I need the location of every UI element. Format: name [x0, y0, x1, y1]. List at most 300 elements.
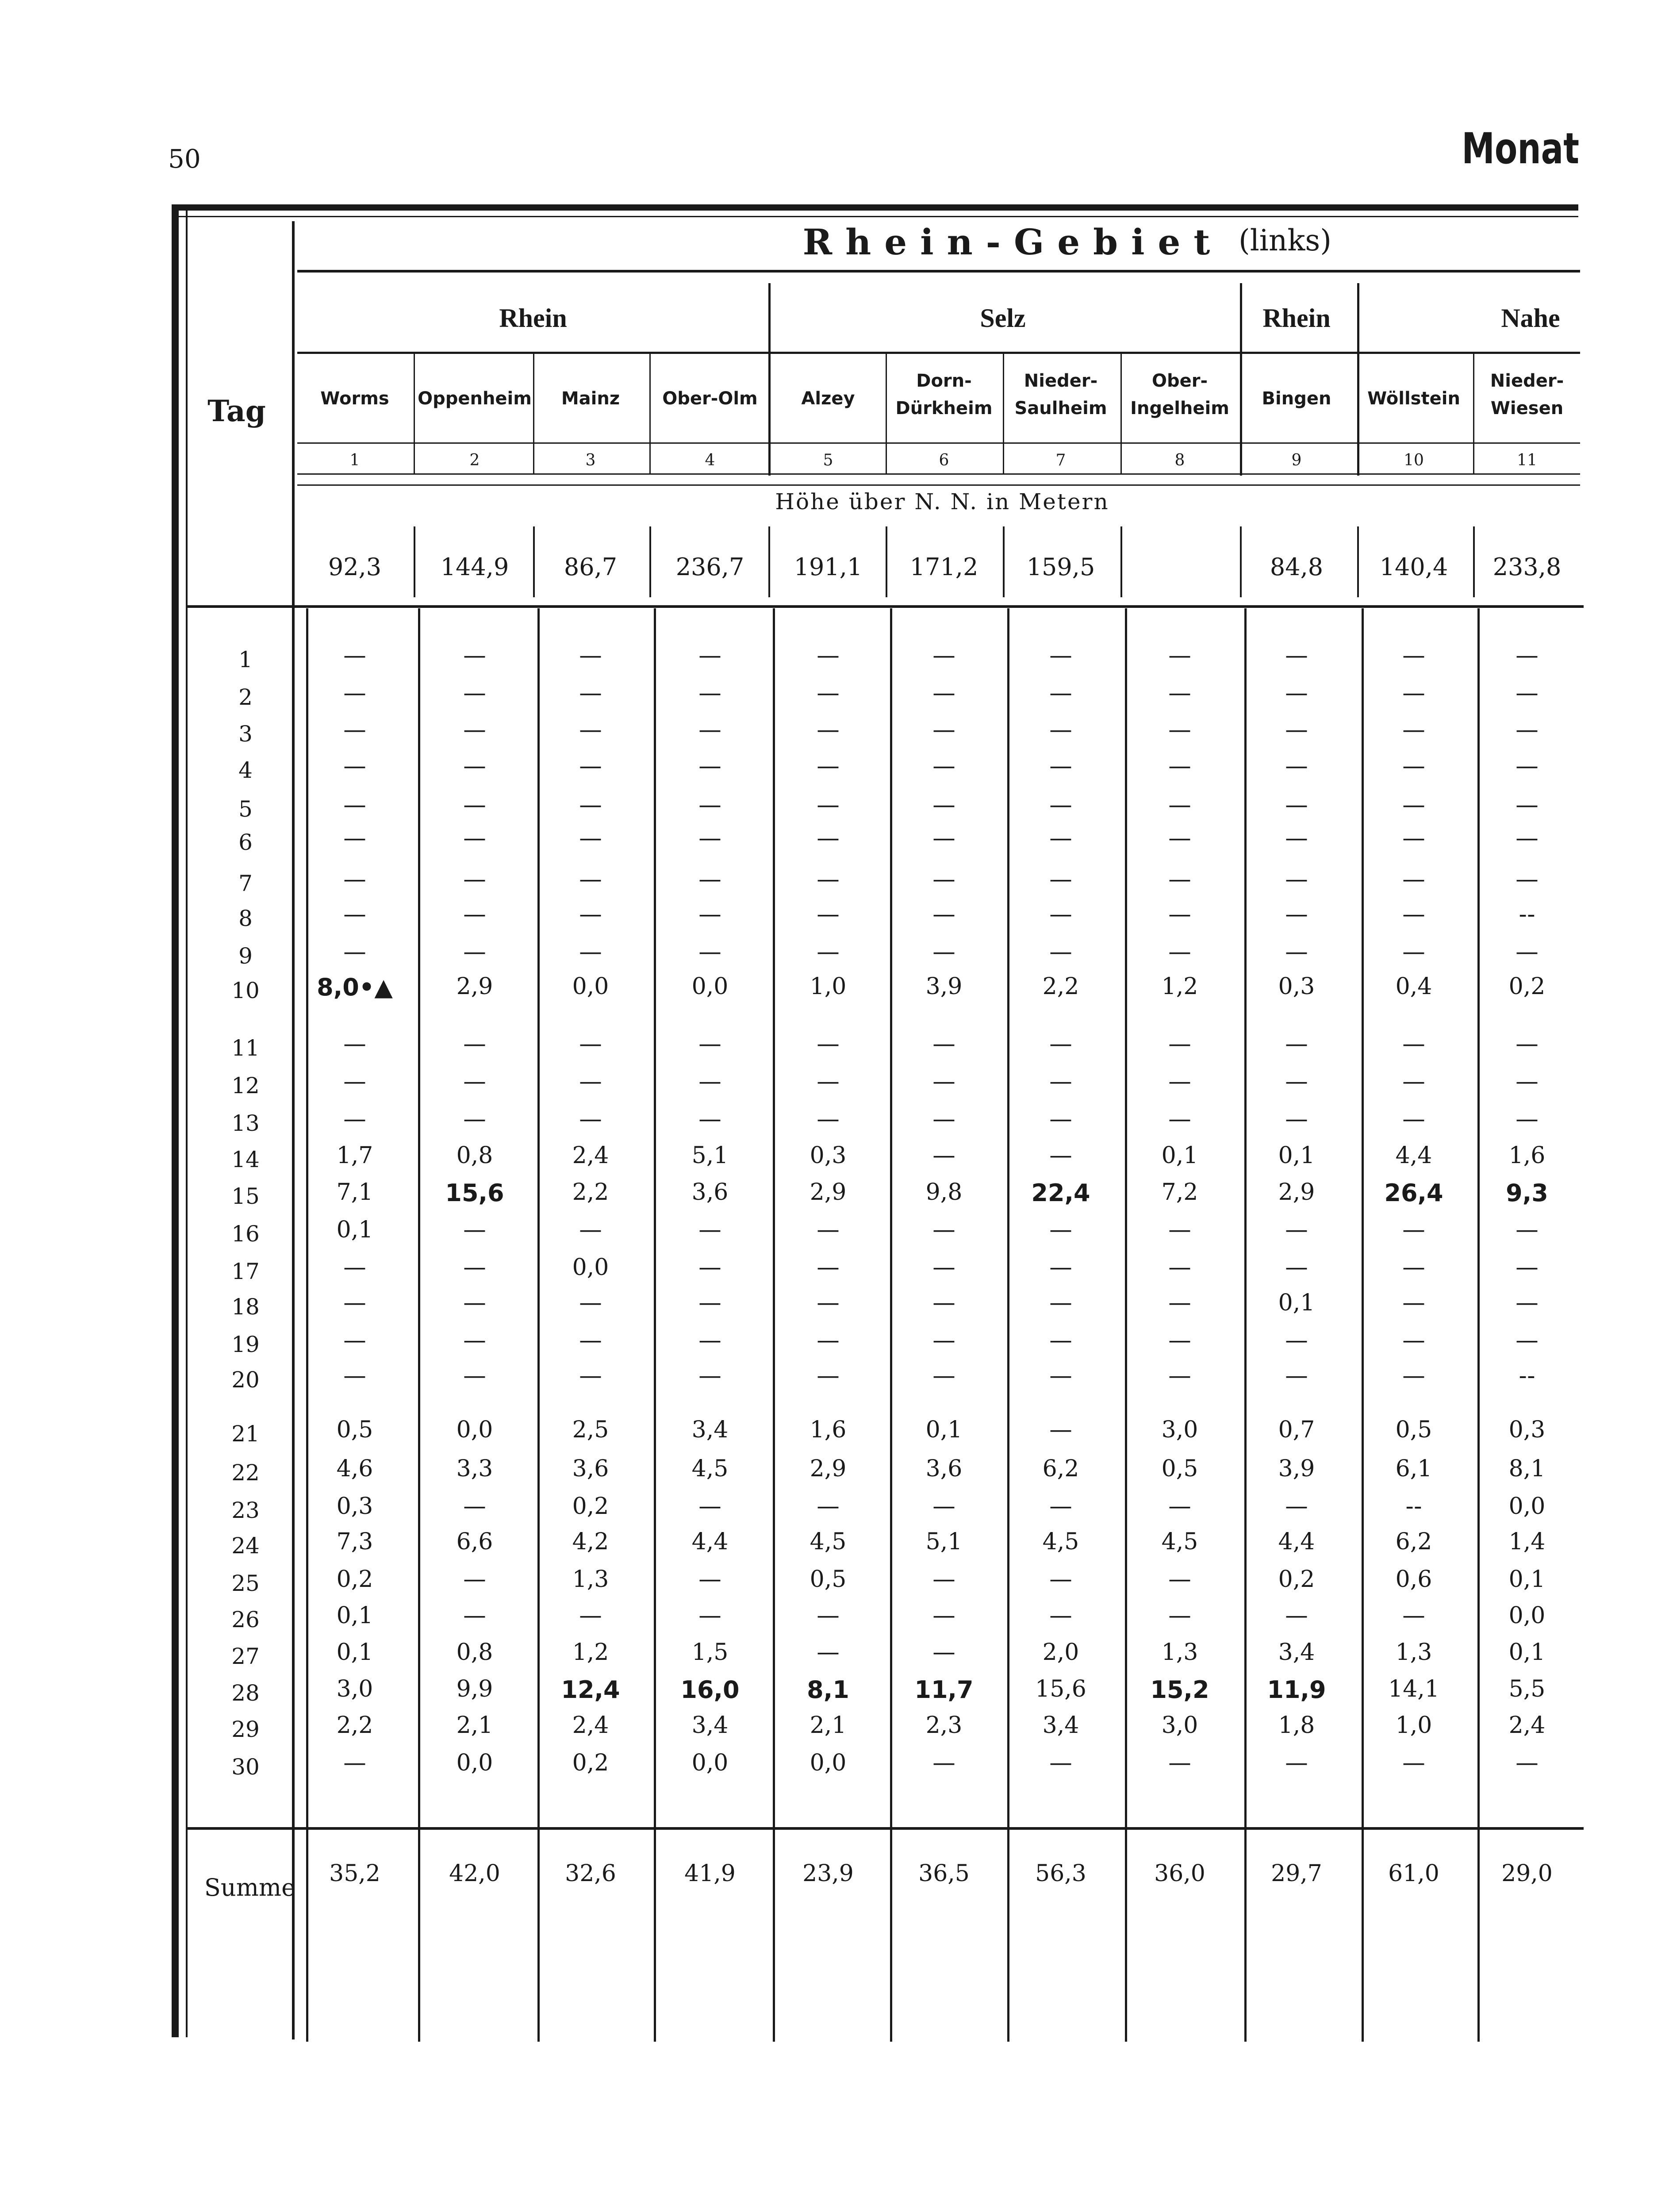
rain-value: —	[463, 1254, 486, 1281]
rain-value: —	[463, 1031, 486, 1057]
rain-value: —	[1049, 792, 1072, 818]
rain-value: 2,9	[1278, 1179, 1315, 1206]
elevation-separator	[1240, 526, 1242, 597]
body-column-separator	[890, 608, 892, 2042]
column-separator	[1120, 354, 1122, 473]
rain-value: —	[343, 1750, 366, 1776]
rain-value: —	[1049, 1254, 1072, 1281]
rain-value: —	[463, 753, 486, 780]
rain-value: —	[343, 680, 366, 707]
rain-value: 2,4	[572, 1142, 609, 1169]
rain-value: —	[932, 1106, 955, 1133]
frame-left-rule-thin	[186, 210, 188, 2037]
rain-value: —	[463, 825, 486, 852]
rain-value: —	[1402, 680, 1425, 707]
station-elevation: 159,5	[1026, 553, 1095, 581]
rain-value: 4,5	[691, 1455, 729, 1482]
rain-value: —	[1285, 642, 1308, 669]
rain-value: 0,0	[810, 1750, 847, 1776]
station-name: Bingen	[1262, 388, 1331, 409]
body-column-separator	[1477, 608, 1480, 2042]
rain-value: —	[1049, 1417, 1072, 1443]
rain-value: 0,2	[572, 1493, 609, 1520]
rain-value: —	[1285, 717, 1308, 743]
rain-value: 0,8	[456, 1142, 493, 1169]
rain-value: —	[817, 1068, 840, 1095]
rain-value: —	[1168, 680, 1191, 707]
elevation-separator	[414, 526, 415, 597]
day-number: 4	[238, 757, 253, 783]
rain-value: —	[698, 792, 721, 818]
elevation-separator	[533, 526, 535, 597]
rain-value: —	[1049, 1290, 1072, 1316]
rain-value: —	[1049, 1031, 1072, 1057]
rain-value: —	[932, 1290, 955, 1316]
column-separator	[768, 354, 770, 473]
rain-value: —	[1168, 901, 1191, 928]
rain-value: —	[463, 1566, 486, 1593]
rain-value: 7,2	[1161, 1179, 1198, 1206]
day-number: 26	[231, 1607, 260, 1632]
rain-value: —	[579, 1031, 602, 1057]
rain-value: 3,3	[456, 1455, 493, 1482]
rain-value: —	[1049, 1566, 1072, 1593]
page-number: 50	[168, 144, 201, 174]
rain-value: —	[1168, 1068, 1191, 1095]
region-note: (links)	[1238, 223, 1332, 257]
rain-value: —	[1285, 1254, 1308, 1281]
column-separator	[1240, 354, 1241, 473]
rain-value: 2,2	[572, 1179, 609, 1206]
rain-value: —	[1402, 825, 1425, 852]
rain-value: —	[1402, 1290, 1425, 1316]
rain-value: 4,5	[1161, 1528, 1198, 1555]
day-number: 20	[231, 1367, 260, 1393]
rain-value: 6,1	[1395, 1455, 1432, 1482]
body-column-separator	[1125, 608, 1127, 2042]
rain-value: —	[463, 1363, 486, 1389]
rain-value: —	[1402, 1602, 1425, 1629]
rain-value: —	[343, 1068, 366, 1095]
rain-value: 0,3	[810, 1142, 847, 1169]
rain-value: —	[343, 901, 366, 928]
rain-value: —	[1049, 1068, 1072, 1095]
rain-value: —	[698, 825, 721, 852]
river-group-rhein: Rhein	[499, 303, 567, 333]
rain-value: 2,1	[456, 1712, 493, 1739]
sum-value: 35,2	[329, 1860, 380, 1887]
rain-value: 11,9	[1267, 1676, 1326, 1704]
station-elevation: 236,7	[675, 553, 744, 581]
rain-value: —	[817, 1639, 840, 1666]
day-number: 8	[238, 906, 253, 931]
rain-value: —	[1168, 792, 1191, 818]
day-number: 10	[231, 978, 260, 1003]
rain-value: —	[1402, 1254, 1425, 1281]
rain-value: —	[1049, 680, 1072, 707]
rain-value: —	[1049, 1363, 1072, 1389]
rain-value: —	[463, 901, 486, 928]
day-number: 19	[231, 1332, 260, 1357]
rain-value: —	[463, 1106, 486, 1133]
station-number: 5	[823, 451, 833, 469]
rain-value: —	[1168, 825, 1191, 852]
rain-value: 0,5	[810, 1566, 847, 1593]
rain-value: —	[1516, 642, 1539, 669]
rain-value: —	[817, 866, 840, 893]
rain-value: —	[1285, 1106, 1308, 1133]
elevation-separator	[768, 526, 770, 597]
rain-value: 2,4	[1508, 1712, 1546, 1739]
rain-value: 0,0	[1508, 1602, 1546, 1629]
day-number: 9	[238, 943, 253, 969]
rain-value: —	[1516, 1031, 1539, 1057]
rain-value: —	[343, 753, 366, 780]
rain-value: 2,9	[456, 973, 493, 1000]
station-elevation: 171,2	[909, 553, 978, 581]
rain-value: —	[1168, 1363, 1191, 1389]
rain-value: 2,9	[810, 1455, 847, 1482]
rain-value: —	[698, 1566, 721, 1593]
rain-value: —	[817, 939, 840, 965]
rain-value: —	[463, 939, 486, 965]
rain-value: —	[817, 792, 840, 818]
rain-value: —	[1168, 1290, 1191, 1316]
rain-value: —	[579, 753, 602, 780]
day-number: 16	[231, 1221, 260, 1247]
rain-value: —	[579, 1068, 602, 1095]
sum-value: 23,9	[802, 1860, 854, 1887]
elevation-separator	[886, 526, 887, 597]
rain-value: —	[463, 1327, 486, 1354]
rain-value: —	[1049, 939, 1072, 965]
rain-value: —	[579, 939, 602, 965]
rain-value: —	[343, 1327, 366, 1354]
rain-value: 4,6	[336, 1455, 373, 1482]
rain-value: —	[1516, 866, 1539, 893]
rain-value: —	[1516, 825, 1539, 852]
rain-value: —	[1049, 717, 1072, 743]
station-name: Oppenheim	[418, 388, 532, 409]
rain-value: —	[932, 1327, 955, 1354]
rain-value: —	[817, 1602, 840, 1629]
station-elevation: 233,8	[1493, 553, 1562, 581]
rain-value: 0,8	[456, 1639, 493, 1666]
rain-value: —	[1285, 901, 1308, 928]
body-column-separator	[306, 608, 308, 2042]
day-number: 21	[231, 1421, 260, 1447]
rain-value: —	[698, 642, 721, 669]
rain-value: —	[579, 901, 602, 928]
day-number: 12	[231, 1073, 260, 1098]
rain-value: —	[463, 792, 486, 818]
rain-value: 12,4	[561, 1676, 620, 1704]
rain-value: —	[932, 717, 955, 743]
day-number: 7	[238, 871, 253, 896]
rain-value: 0,5	[1161, 1455, 1198, 1482]
rain-value: 9,8	[925, 1179, 963, 1206]
rain-value: 3,0	[1161, 1712, 1198, 1739]
elevation-separator	[649, 526, 651, 597]
rain-value: —	[1049, 825, 1072, 852]
day-number: 24	[231, 1533, 260, 1559]
sum-value: 56,3	[1035, 1860, 1086, 1887]
day-number: 22	[231, 1460, 260, 1486]
rain-value: —	[343, 1363, 366, 1389]
column-separator	[414, 354, 415, 473]
day-number: 28	[231, 1680, 260, 1706]
body-column-separator	[418, 608, 420, 2042]
rain-value: —	[698, 717, 721, 743]
rain-value: —	[817, 1217, 840, 1243]
rain-value: —	[698, 866, 721, 893]
rain-value: —	[343, 1106, 366, 1133]
frame-left-rule	[172, 210, 179, 2037]
rain-value: 2,0	[1042, 1639, 1079, 1666]
rain-value: 2,1	[810, 1712, 847, 1739]
rain-value: 3,4	[691, 1712, 729, 1739]
colnum-rule-top	[297, 442, 1580, 444]
rain-value: —	[1049, 753, 1072, 780]
rain-value: 3,9	[1278, 1455, 1315, 1482]
day-number: 2	[238, 684, 253, 710]
station-number: 9	[1291, 451, 1302, 469]
rain-value: —	[579, 1602, 602, 1629]
rain-value: —	[463, 1217, 486, 1243]
sum-value: 36,0	[1154, 1860, 1205, 1887]
day-number: 6	[238, 830, 253, 855]
body-column-separator	[1007, 608, 1009, 2042]
rain-value: —	[817, 1106, 840, 1133]
rain-value: —	[932, 1566, 955, 1593]
sum-value: 36,5	[918, 1860, 970, 1887]
station-name: Mainz	[561, 388, 620, 409]
rain-value: —	[463, 717, 486, 743]
station-name: Ober-Olm	[662, 388, 758, 409]
rain-value: 9,3	[1506, 1179, 1548, 1207]
column-separator	[649, 354, 651, 473]
rain-value: 1,0	[1395, 1712, 1432, 1739]
rain-value: —	[1049, 1750, 1072, 1776]
rain-value: —	[463, 1493, 486, 1520]
rain-value: —	[698, 1068, 721, 1095]
rain-value: —	[1168, 642, 1191, 669]
rain-value: 1,5	[691, 1639, 729, 1666]
body-column-separator	[773, 608, 775, 2042]
rain-value: —	[1168, 1750, 1191, 1776]
rain-value: 0,0	[1508, 1493, 1546, 1520]
rain-value: —	[1516, 1327, 1539, 1354]
rain-value: 3,4	[1042, 1712, 1079, 1739]
rain-value: —	[579, 1290, 602, 1316]
rain-value: 0,1	[1508, 1639, 1546, 1666]
rain-value: —	[1049, 901, 1072, 928]
river-group-rule	[297, 352, 1580, 354]
rain-value: —	[1285, 1750, 1308, 1776]
rain-value: —	[1285, 1493, 1308, 1520]
rain-value: —	[1168, 1602, 1191, 1629]
rain-value: 9,9	[456, 1676, 493, 1702]
rain-value: 6,6	[456, 1528, 493, 1555]
rain-value: 0,1	[1278, 1142, 1315, 1169]
station-number: 10	[1404, 451, 1424, 469]
rain-value: 6,2	[1042, 1455, 1079, 1482]
rain-value: —	[1516, 1106, 1539, 1133]
rain-value: —	[932, 866, 955, 893]
sum-value: 32,6	[565, 1860, 616, 1887]
rain-value: —	[463, 642, 486, 669]
rain-value: —	[1285, 1327, 1308, 1354]
rain-value: —	[932, 1750, 955, 1776]
rain-value: —	[1049, 642, 1072, 669]
rain-value: 4,5	[810, 1528, 847, 1555]
rain-value: —	[579, 1327, 602, 1354]
rain-value: —	[698, 1217, 721, 1243]
rain-value: —	[1402, 901, 1425, 928]
sum-value: 61,0	[1388, 1860, 1439, 1887]
rain-value: 8,0•▲	[317, 973, 393, 1001]
station-number: 11	[1517, 451, 1537, 469]
rain-value: 5,1	[691, 1142, 729, 1169]
rain-value: —	[1049, 1327, 1072, 1354]
station-name: Dorn- Dürkheim	[895, 371, 993, 419]
rain-value: 0,2	[1278, 1566, 1315, 1593]
rain-value: —	[1402, 1363, 1425, 1389]
rain-value: 26,4	[1384, 1179, 1443, 1207]
rain-value: —	[1516, 1750, 1539, 1776]
rain-value: 1,6	[810, 1417, 847, 1443]
rain-value: —	[698, 1493, 721, 1520]
rain-value: 1,2	[572, 1639, 609, 1666]
rain-value: 1,6	[1508, 1142, 1546, 1169]
rain-value: 0,0	[572, 1254, 609, 1281]
rain-value: 0,1	[1278, 1290, 1315, 1316]
rain-value: —	[343, 642, 366, 669]
river-group-nahe: Nahe	[1501, 303, 1560, 333]
rain-value: —	[463, 1068, 486, 1095]
rain-value: 4,4	[1278, 1528, 1315, 1555]
sum-rule	[186, 1827, 1584, 1830]
day-number: 18	[231, 1294, 260, 1320]
station-name: Worms	[320, 388, 389, 409]
rain-value: —	[817, 753, 840, 780]
day-number: 1	[238, 647, 253, 672]
rain-value: —	[343, 939, 366, 965]
day-number: 17	[231, 1259, 260, 1284]
rain-value: 1,7	[336, 1142, 373, 1169]
day-number: 11	[231, 1035, 260, 1061]
rain-value: 6,2	[1395, 1528, 1432, 1555]
rain-value: 2,2	[1042, 973, 1079, 1000]
station-number: 4	[705, 451, 715, 469]
rain-value: 0,7	[1278, 1417, 1315, 1443]
region-title-rule	[297, 270, 1580, 273]
rain-value: 5,1	[925, 1528, 963, 1555]
rain-value: —	[1168, 939, 1191, 965]
rain-value: —	[1285, 753, 1308, 780]
rain-value: 3,6	[925, 1455, 963, 1482]
station-name: Nieder- Saulheim	[1014, 371, 1107, 419]
rain-value: 7,1	[336, 1179, 373, 1206]
rain-value: 4,4	[1395, 1142, 1432, 1169]
station-number: 3	[585, 451, 596, 469]
rain-value: —	[1402, 1750, 1425, 1776]
elevation-separator	[1473, 526, 1475, 597]
rain-value: 0,5	[336, 1417, 373, 1443]
rain-value: —	[817, 825, 840, 852]
header-month: Monat	[1462, 124, 1579, 173]
station-elevation: 84,8	[1270, 553, 1324, 581]
rain-value: —	[1285, 1363, 1308, 1389]
rain-value: —	[817, 642, 840, 669]
rain-value: —	[698, 1602, 721, 1629]
rain-value: —	[932, 1068, 955, 1095]
elevation-rule	[297, 484, 1580, 486]
rain-value: 3,6	[572, 1455, 609, 1482]
sum-value: 41,9	[684, 1860, 736, 1887]
rain-value: —	[1049, 866, 1072, 893]
rain-value: —	[343, 825, 366, 852]
rain-value: —	[817, 1327, 840, 1354]
rain-value: —	[343, 717, 366, 743]
rain-value: —	[698, 680, 721, 707]
rain-value: —	[579, 1217, 602, 1243]
day-number: 27	[231, 1644, 260, 1669]
rain-value: —	[1168, 1566, 1191, 1593]
rain-value: —	[579, 1363, 602, 1389]
rain-value: 3,0	[336, 1676, 373, 1702]
day-number: 25	[231, 1571, 260, 1596]
rain-value: 1,0	[810, 973, 847, 1000]
row-header-tag: Tag	[207, 394, 266, 428]
rain-value: —	[698, 939, 721, 965]
rain-value: —	[932, 1217, 955, 1243]
river-group-selz: Selz	[980, 303, 1026, 333]
rain-value: 0,0	[456, 1750, 493, 1776]
rain-value: —	[579, 642, 602, 669]
day-number: 30	[231, 1754, 260, 1780]
station-name: Ober- Ingelheim	[1130, 371, 1229, 419]
rain-value: —	[817, 1493, 840, 1520]
rain-value: 0,3	[1278, 973, 1315, 1000]
rain-value: —	[343, 1290, 366, 1316]
rain-value: —	[1402, 1068, 1425, 1095]
rain-value: —	[1049, 1142, 1072, 1169]
rain-value: —	[1402, 753, 1425, 780]
rain-value: 3,4	[1278, 1639, 1315, 1666]
rain-value: 0,6	[1395, 1566, 1432, 1593]
sum-value: 29,0	[1501, 1860, 1553, 1887]
rain-value: 2,2	[336, 1712, 373, 1739]
rain-value: —	[1516, 1068, 1539, 1095]
rain-value: —	[1168, 1493, 1191, 1520]
rain-value: 8,1	[1508, 1455, 1546, 1482]
station-number: 8	[1174, 451, 1185, 469]
rain-value: —	[1402, 939, 1425, 965]
rain-value: —	[1516, 1290, 1539, 1316]
rain-value: 0,1	[336, 1602, 373, 1629]
rain-value: —	[1285, 1068, 1308, 1095]
rain-value: 0,0	[691, 1750, 729, 1776]
rain-value: 1,3	[1161, 1639, 1198, 1666]
rain-value: 0,5	[1395, 1417, 1432, 1443]
rain-value: —	[1285, 866, 1308, 893]
day-number: 3	[238, 721, 253, 747]
rain-value: 3,9	[925, 973, 963, 1000]
rain-value: —	[698, 1327, 721, 1354]
sum-value: 29,7	[1271, 1860, 1322, 1887]
frame-top-rule-thin	[172, 216, 1578, 217]
